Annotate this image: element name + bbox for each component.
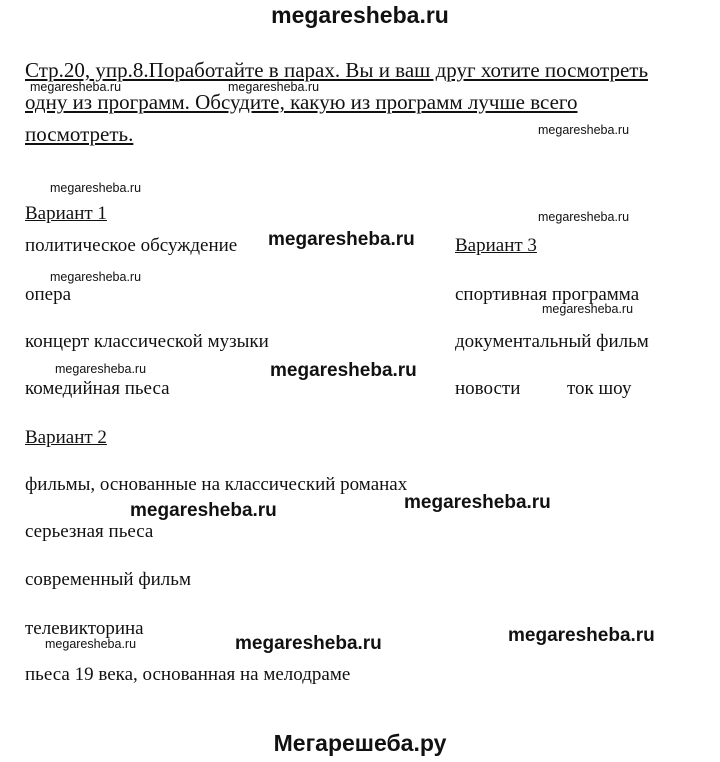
task-line-2: одну из программ. Обсудите, какую из программ лучше всего — [25, 90, 578, 114]
site-footer: Мегарешеба.ру — [273, 730, 447, 756]
variant-3-item: документальный фильм — [455, 331, 649, 352]
watermark-small: megaresheba.ru — [538, 210, 630, 224]
watermark-big: megaresheba.ru — [270, 360, 417, 381]
watermark-small: megaresheba.ru — [50, 181, 142, 195]
task-line-1: Стр.20, упр.8.Поработайте в парах. Вы и ваш друг хотите посмотреть — [25, 58, 649, 82]
variant-3-item: новости — [455, 378, 521, 399]
watermark-big: megaresheba.ru — [268, 229, 415, 250]
variant-3-heading: Вариант 3 — [455, 235, 537, 256]
watermark-big: megaresheba.ru — [404, 492, 551, 513]
watermark-big: megaresheba.ru — [508, 625, 655, 646]
variant-1-item: концерт классической музыки — [25, 331, 269, 352]
variant-3-item: спортивная программа — [455, 284, 640, 305]
watermark-small: megaresheba.ru — [30, 80, 122, 94]
task-line-3: посмотреть. — [25, 122, 134, 146]
variant-2-item: пьеса 19 века, основанная на мелодраме — [25, 664, 351, 685]
variant-2-item: фильмы, основанные на классический романах — [25, 474, 408, 495]
variant-1-item: опера — [25, 284, 72, 305]
variant-2-heading: Вариант 2 — [25, 427, 107, 448]
watermark-big: megaresheba.ru — [235, 633, 382, 654]
watermark-small: megaresheba.ru — [45, 637, 137, 651]
variant-3-item: ток шоу — [567, 378, 632, 399]
variant-1-heading: Вариант 1 — [25, 203, 107, 224]
watermark-small: megaresheba.ru — [228, 80, 320, 94]
watermark-small: megaresheba.ru — [55, 362, 147, 376]
watermark-small: megaresheba.ru — [538, 123, 630, 137]
variant-1-item: комедийная пьеса — [25, 378, 170, 399]
variant-2-item: современный фильм — [25, 569, 191, 590]
site-header: megaresheba.ru — [271, 2, 449, 28]
variant-2-item: телевикторина — [25, 618, 144, 639]
variant-2-item: серьезная пьеса — [25, 521, 154, 542]
watermark-small: megaresheba.ru — [542, 302, 634, 316]
watermark-small: megaresheba.ru — [50, 270, 142, 284]
variant-1-item: политическое обсуждение — [25, 235, 238, 256]
watermark-big: megaresheba.ru — [130, 500, 277, 521]
